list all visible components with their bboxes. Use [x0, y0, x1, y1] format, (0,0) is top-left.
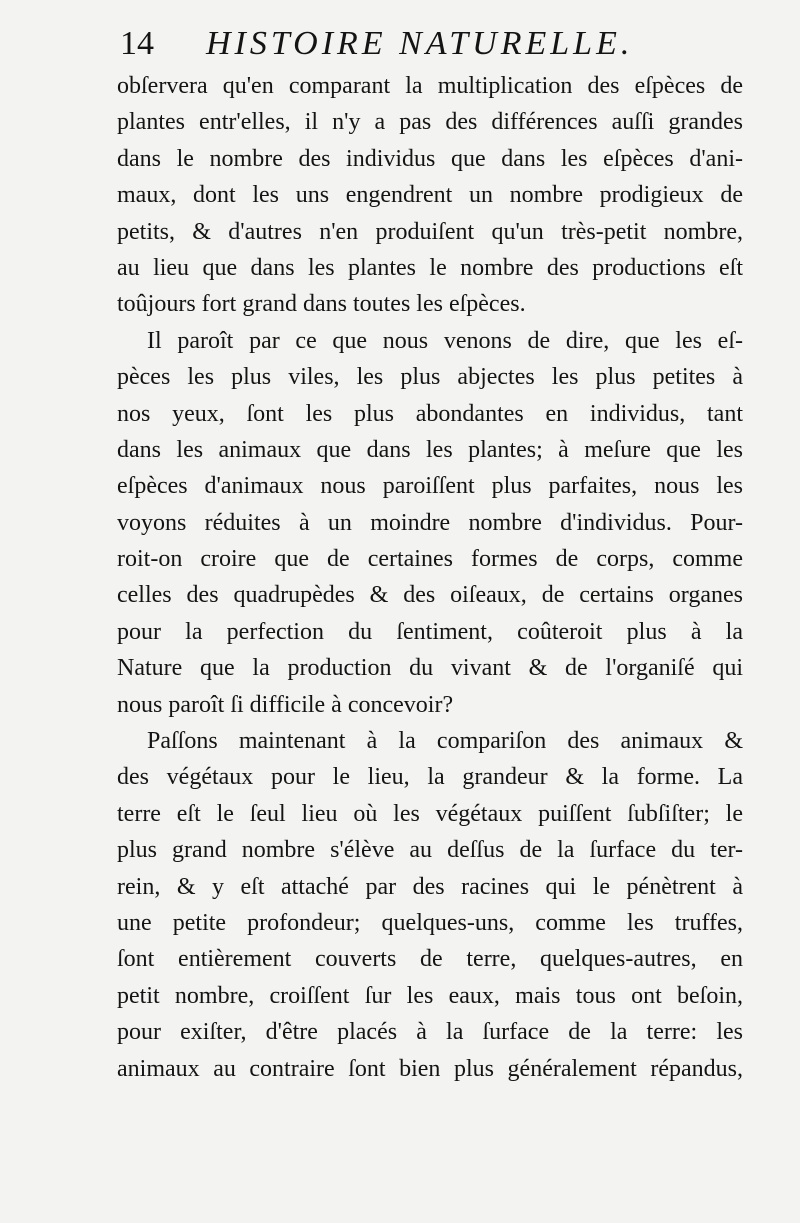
text-line: plantes entr'elles, il n'y a pas des différences auſſi grandes — [117, 109, 743, 136]
text-line: toûjours fort grand dans toutes les eſpèces. — [117, 291, 526, 318]
text-line: nos yeux, ſont les plus abondantes en individus, tant — [117, 400, 743, 427]
text-line: plus grand nombre s'élève au deſſus de la ſurface du ter- — [117, 837, 743, 864]
text-line: voyons réduites à un moindre nombre d'individus. Pour- — [117, 509, 743, 536]
page-number: 14 — [120, 25, 154, 62]
text-line: dans les animaux que dans les plantes; à meſure que les — [117, 436, 743, 463]
text-line: dans le nombre des individus que dans les eſpèces d'ani- — [117, 145, 743, 172]
text-line: une petite profondeur; quelques-uns, comme les truffes, — [117, 909, 743, 936]
text-line: eſpèces d'animaux nous paroiſſent plus parfaites, nous les — [117, 473, 743, 500]
text-line: pour exiſter, d'être placés à la ſurface de la terre: les — [117, 1019, 743, 1046]
text-line: ſont entièrement couverts de terre, quelques-autres, en — [117, 946, 743, 973]
text-line: pour la perfection du ſentiment, coûteroit plus à la — [117, 618, 743, 645]
text-line: des végétaux pour le lieu, la grandeur & la forme. La — [117, 764, 743, 791]
running-title: HISTOIRE NATURELLE. — [206, 25, 634, 62]
text-line: rein, & y eſt attaché par des racines qui le pénètrent à — [117, 873, 743, 900]
text-line: roit-on croire que de certaines formes de corps, comme — [117, 546, 743, 573]
page-header — [120, 24, 760, 64]
text-line: celles des quadrupèdes & des oiſeaux, de certains organes — [117, 582, 743, 609]
text-line: animaux au contraire ſont bien plus généralement répandus, — [117, 1055, 743, 1082]
text-line: nous paroît ſi difficile à concevoir? — [117, 691, 454, 718]
text-line: petit nombre, croiſſent ſur les eaux, mais tous ont beſoin, — [117, 982, 743, 1009]
text-line: Il paroît par ce que nous venons de dire, que les eſ- — [147, 327, 743, 354]
text-line: pèces les plus viles, les plus abjectes les plus petites à — [117, 364, 743, 391]
text-line: au lieu que dans les plantes le nombre des productions eſt — [117, 254, 743, 281]
text-line: petits, & d'autres n'en produiſent qu'un très-petit nombre, — [117, 218, 743, 245]
text-line: Paſſons maintenant à la compariſon des animaux & — [147, 728, 743, 755]
text-line: maux, dont les uns engendrent un nombre prodigieux de — [117, 182, 743, 209]
text-line: obſervera qu'en comparant la multiplication des eſpèces de — [117, 73, 743, 99]
text-line: terre eſt le ſeul lieu où les végétaux puiſſent ſubſiſter; le — [117, 800, 743, 827]
text-line: Nature que la production du vivant & de l'organiſé qui — [117, 655, 743, 682]
body-text — [117, 68, 743, 1087]
